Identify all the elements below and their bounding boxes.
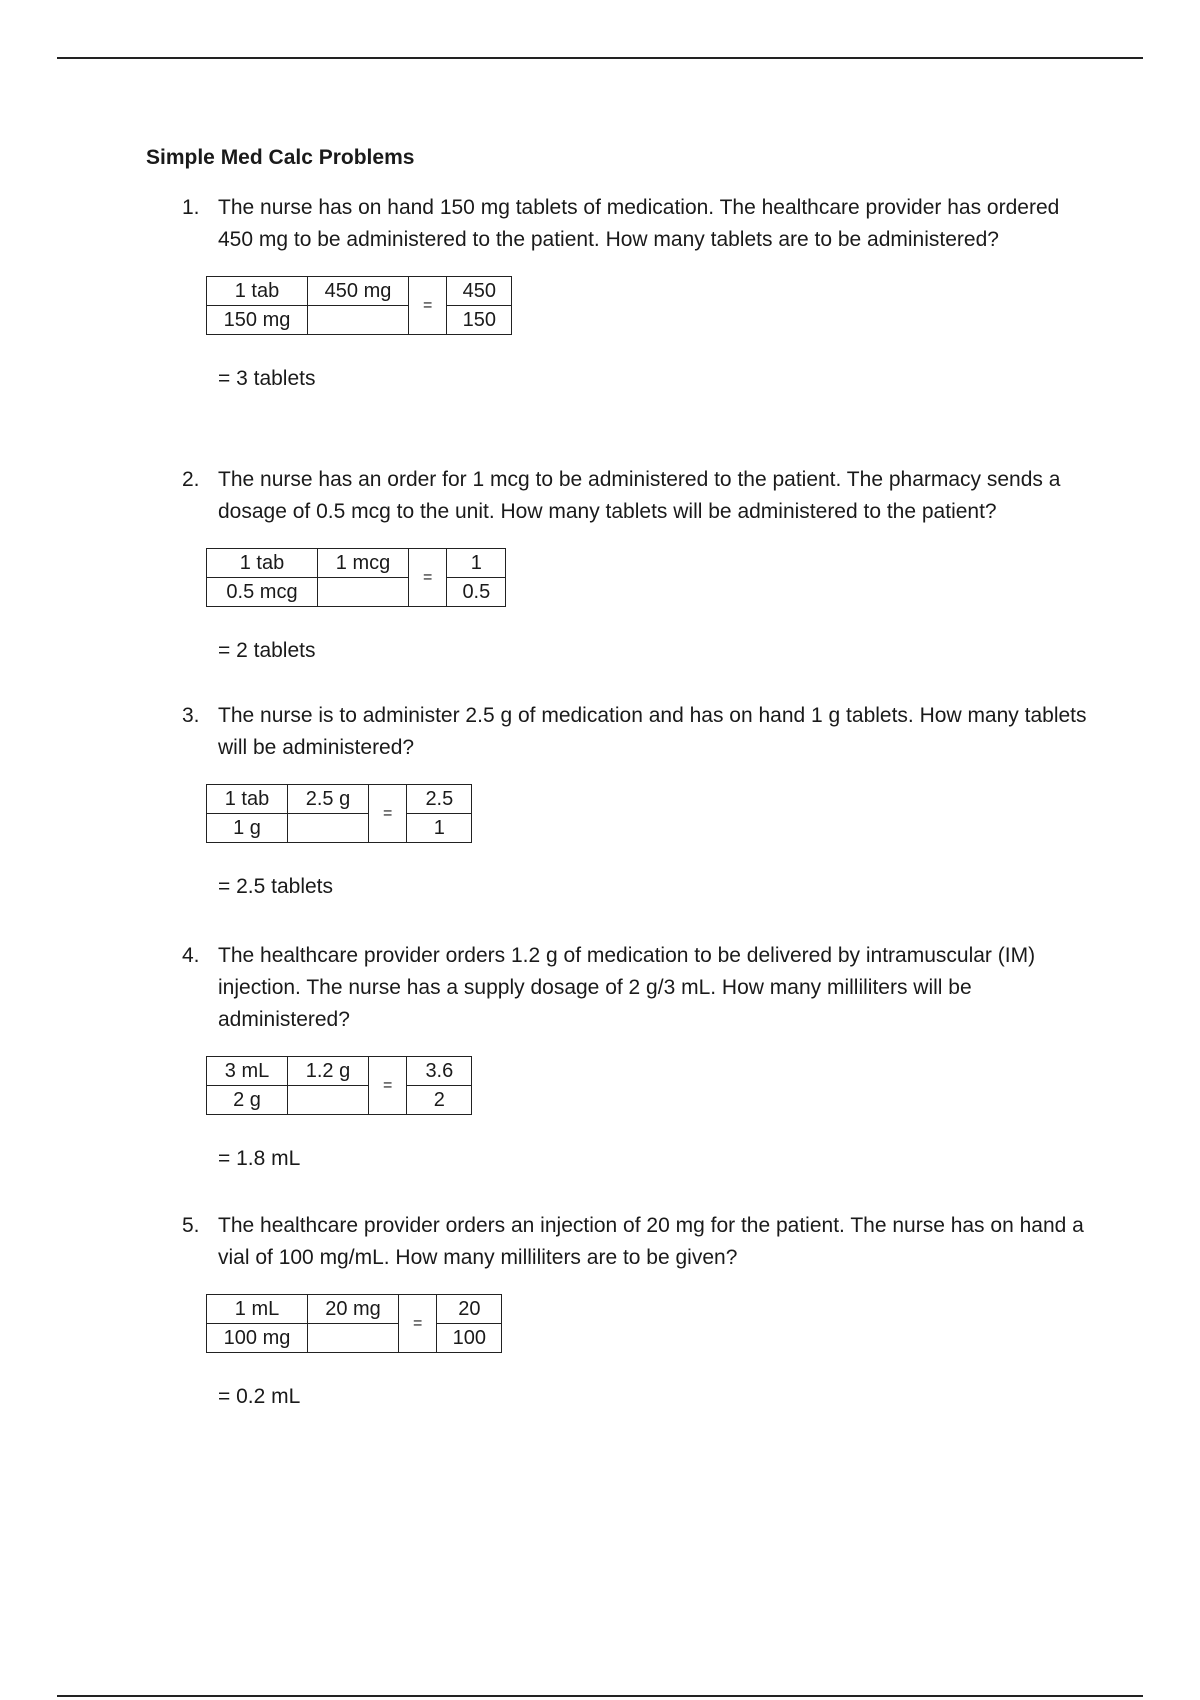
calc-cell: 2.5 g xyxy=(288,785,369,814)
problem-4 xyxy=(146,940,1096,1173)
calc-cell: 20 mg xyxy=(308,1295,399,1324)
problem-2 xyxy=(146,464,1096,665)
problem-1 xyxy=(146,192,1096,393)
problem-5 xyxy=(146,1210,1096,1411)
calc-cell: 3 mL xyxy=(207,1057,288,1086)
calc-cell: 20 xyxy=(437,1295,502,1324)
calc-table xyxy=(206,1294,502,1353)
problem-3 xyxy=(146,700,1096,901)
problem-number: 5. xyxy=(182,1214,200,1237)
calc-cell: 150 xyxy=(447,306,512,335)
calc-cell: 2 g xyxy=(207,1086,288,1115)
calc-cell xyxy=(308,1324,399,1353)
calc-cell: 1 tab xyxy=(207,277,308,306)
calc-table xyxy=(206,548,506,607)
calc-cell: 1 tab xyxy=(207,785,288,814)
calc-cell xyxy=(308,306,409,335)
answer: = 2.5 tablets xyxy=(218,875,333,898)
top-rule xyxy=(57,57,1143,59)
calc-cell: 100 xyxy=(437,1324,502,1353)
answer: = 3 tablets xyxy=(218,367,316,390)
problem-text: The nurse has an order for 1 mcg to be administered to the patient. The pharmacy sends a dosage of 0.5 mcg to the unit. How many tablets will be administered to the patient? xyxy=(218,468,1061,523)
calc-cell: 100 mg xyxy=(207,1324,308,1353)
answer: = 2 tablets xyxy=(218,639,316,662)
problem-text: The healthcare provider orders an injection of 20 mg for the patient. The nurse has on hand a vial of 100 mg/mL. How many milliliters are to be given? xyxy=(218,1214,1084,1269)
equals-sign: = xyxy=(369,1057,407,1115)
calc-table xyxy=(206,784,472,843)
calc-cell: 2.5 xyxy=(407,785,472,814)
calc-cell xyxy=(318,578,409,607)
bottom-rule xyxy=(57,1695,1143,1697)
calc-cell: 1 mL xyxy=(207,1295,308,1324)
answer: = 1.8 mL xyxy=(218,1147,301,1170)
equals-sign: = xyxy=(399,1295,437,1353)
problem-number: 2. xyxy=(182,468,200,491)
calc-cell: 2 xyxy=(407,1086,472,1115)
calc-table xyxy=(206,276,512,335)
problem-text: The nurse is to administer 2.5 g of medication and has on hand 1 g tablets. How many tablets will be administered? xyxy=(218,704,1087,759)
calc-cell: 1 g xyxy=(207,814,288,843)
calc-cell: 1 tab xyxy=(207,549,318,578)
problem-number: 3. xyxy=(182,704,200,727)
answer: = 0.2 mL xyxy=(218,1385,301,1408)
calc-cell: 1 mcg xyxy=(318,549,409,578)
calc-cell: 0.5 mcg xyxy=(207,578,318,607)
calc-cell: 1 xyxy=(407,814,472,843)
calc-cell xyxy=(288,814,369,843)
calc-cell: 0.5 xyxy=(447,578,506,607)
calc-cell: 3.6 xyxy=(407,1057,472,1086)
problem-text: The nurse has on hand 150 mg tablets of medication. The healthcare provider has ordered 450 mg to be administered to the patient. How many tablets are to be administered? xyxy=(218,196,1060,251)
calc-cell: 1 xyxy=(447,549,506,578)
calc-cell: 450 xyxy=(447,277,512,306)
equals-sign: = xyxy=(409,277,447,335)
calc-cell xyxy=(288,1086,369,1115)
problem-text: The healthcare provider orders 1.2 g of medication to be delivered by intramuscular (IM) injection. The nurse has a supply dosage of 2 g/3 mL. How many milliliters will be administered? xyxy=(218,944,1036,1031)
problem-number: 4. xyxy=(182,944,200,967)
problem-number: 1. xyxy=(182,196,200,219)
equals-sign: = xyxy=(409,549,447,607)
equals-sign: = xyxy=(369,785,407,843)
calc-cell: 150 mg xyxy=(207,306,308,335)
calc-cell: 1.2 g xyxy=(288,1057,369,1086)
page-title: Simple Med Calc Problems xyxy=(146,146,415,169)
calc-table xyxy=(206,1056,472,1115)
calc-cell: 450 mg xyxy=(308,277,409,306)
